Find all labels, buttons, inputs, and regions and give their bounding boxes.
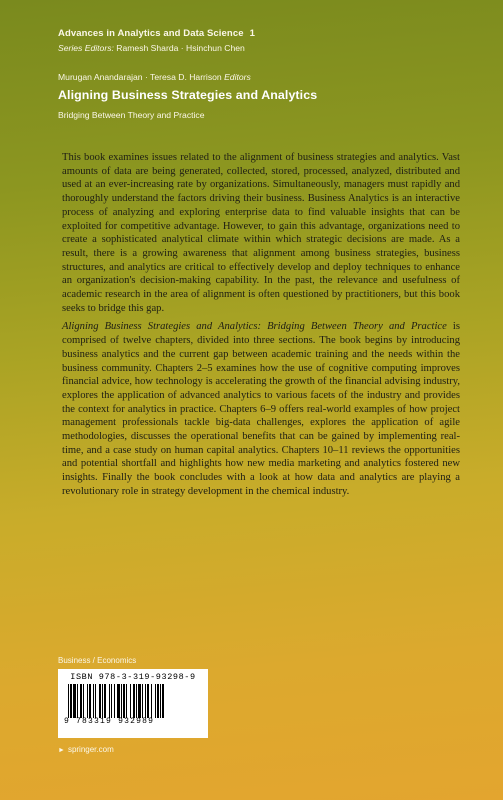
barcode-bars bbox=[64, 684, 202, 718]
barcode-bar bbox=[142, 684, 143, 718]
barcode-bar bbox=[126, 684, 127, 718]
series-title bbox=[58, 28, 255, 39]
book-subtitle: Bridging Between Theory and Practice bbox=[58, 110, 205, 120]
barcode-bar bbox=[99, 684, 101, 718]
barcode-bar bbox=[133, 684, 135, 718]
description-paragraph-1: This book examines issues related to the alignment of business strategies and analytics. Vast amounts of data are being generated, collected, stored, processed, analyzed, distributed and used at an ever-increasing rate by organizations. Simultaneously, managers must rapidly and thoroughly understand the factors driving their business. Business Analytics is an interactive process of analyzing and exploring enterprise data to find valuable insights that can be exploited for competitive advantage. However, to gain this advantage, organizations need to create a sophisticated analytical climate within which strategic decisions are made. As a result, there is a growing awareness that alignment among business strategies, business structures, and analytics are critical to effectively develop and deploy techniques to enhance an organization's decision-making capability. In the past, the relevance and usefulness of academic research in the area of alignment is often questioned by practitioners, but this book seeks to bridge this gap. bbox=[62, 152, 460, 314]
barcode-bar bbox=[102, 684, 103, 718]
description-book-title: Aligning Business Strategies and Analytics: Bridging Between Theory and Practice bbox=[62, 321, 447, 333]
barcode-bar bbox=[111, 684, 112, 718]
barcode-bar bbox=[145, 684, 146, 718]
barcode-bar bbox=[121, 684, 122, 718]
barcode-bar bbox=[147, 684, 149, 718]
subject-category: Business / Economics bbox=[58, 656, 137, 665]
barcode-bar bbox=[157, 684, 159, 718]
barcode-bar bbox=[80, 684, 82, 718]
book-editors bbox=[58, 72, 251, 82]
barcode-bar bbox=[117, 684, 120, 718]
barcode-bar bbox=[95, 684, 96, 718]
book-title: Aligning Business Strategies and Analytics bbox=[58, 88, 318, 102]
barcode-bar bbox=[114, 684, 115, 718]
barcode-bar bbox=[162, 684, 164, 718]
barcode-bar bbox=[160, 684, 161, 718]
barcode-bar bbox=[77, 684, 78, 718]
description-paragraph-2-text: is comprised of twelve chapters, divided into three sections. The book begins by introducing business analytics and the current gap between academic training and the needs within the business community. Chapters 2–5 examines how the use of cognitive computing improves financial advice, how technology is accelerating the growth of the financial advising industry, explores the application of advanced analytics to various facets of the industry and provides the context for analytics in practice. Chapters 6–9 offers real-world examples of how project management professionals tackle big-data challenges, explores the application of agile methodologies, discusses the operational benefits that can be gained by implementing real-time, and a case study on human capital analytics. Chapters 10–11 reviews the opportunities and potential shortfall and highlights how new media marketing and analytics fostered new insights. Finally the book concludes with a look at how data and analytics are playing a revolutionary role in strategy development in the chemical industry. bbox=[62, 321, 460, 497]
publisher-link[interactable] bbox=[58, 745, 114, 754]
series-name: Advances in Analytics and Data Science bbox=[58, 28, 244, 39]
ean-digits bbox=[64, 717, 202, 726]
series-editors-label: Series Editors: bbox=[58, 43, 114, 53]
barcode-bar bbox=[87, 684, 88, 718]
editor-names: Murugan Anandarajan · Teresa D. Harrison bbox=[58, 72, 222, 82]
barcode-bar bbox=[104, 684, 106, 718]
publisher-url: springer.com bbox=[67, 745, 114, 754]
book-description bbox=[62, 151, 460, 504]
isbn-label: ISBN 978-3-319-93298-9 bbox=[70, 672, 196, 682]
barcode-bar bbox=[109, 684, 110, 718]
barcode-bar bbox=[136, 684, 137, 718]
ean-right-digits: 932989 bbox=[118, 717, 155, 726]
barcode-bar bbox=[151, 684, 152, 718]
barcode-bar bbox=[123, 684, 125, 718]
barcode-bar bbox=[89, 684, 91, 718]
series-editors bbox=[58, 43, 255, 53]
barcode-bar bbox=[70, 684, 72, 718]
isbn-barcode bbox=[58, 669, 208, 738]
barcode-bar bbox=[83, 684, 84, 718]
ean-left-digits: 783319 bbox=[76, 717, 113, 726]
description-paragraph-2 bbox=[62, 320, 460, 498]
arrow-icon: ► bbox=[58, 747, 65, 754]
barcode-bar bbox=[73, 684, 76, 718]
series-editors-names: Ramesh Sharda · Hsinchun Chen bbox=[116, 43, 245, 53]
series-header bbox=[58, 28, 255, 53]
barcode-bar bbox=[130, 684, 131, 718]
ean-lead-digit: 9 bbox=[64, 717, 71, 726]
editors-label: Editors bbox=[224, 72, 251, 82]
barcode-bar bbox=[138, 684, 141, 718]
barcode-bar bbox=[155, 684, 156, 718]
series-number: 1 bbox=[249, 28, 255, 39]
barcode-bar bbox=[68, 684, 69, 718]
barcode-bar bbox=[93, 684, 94, 718]
